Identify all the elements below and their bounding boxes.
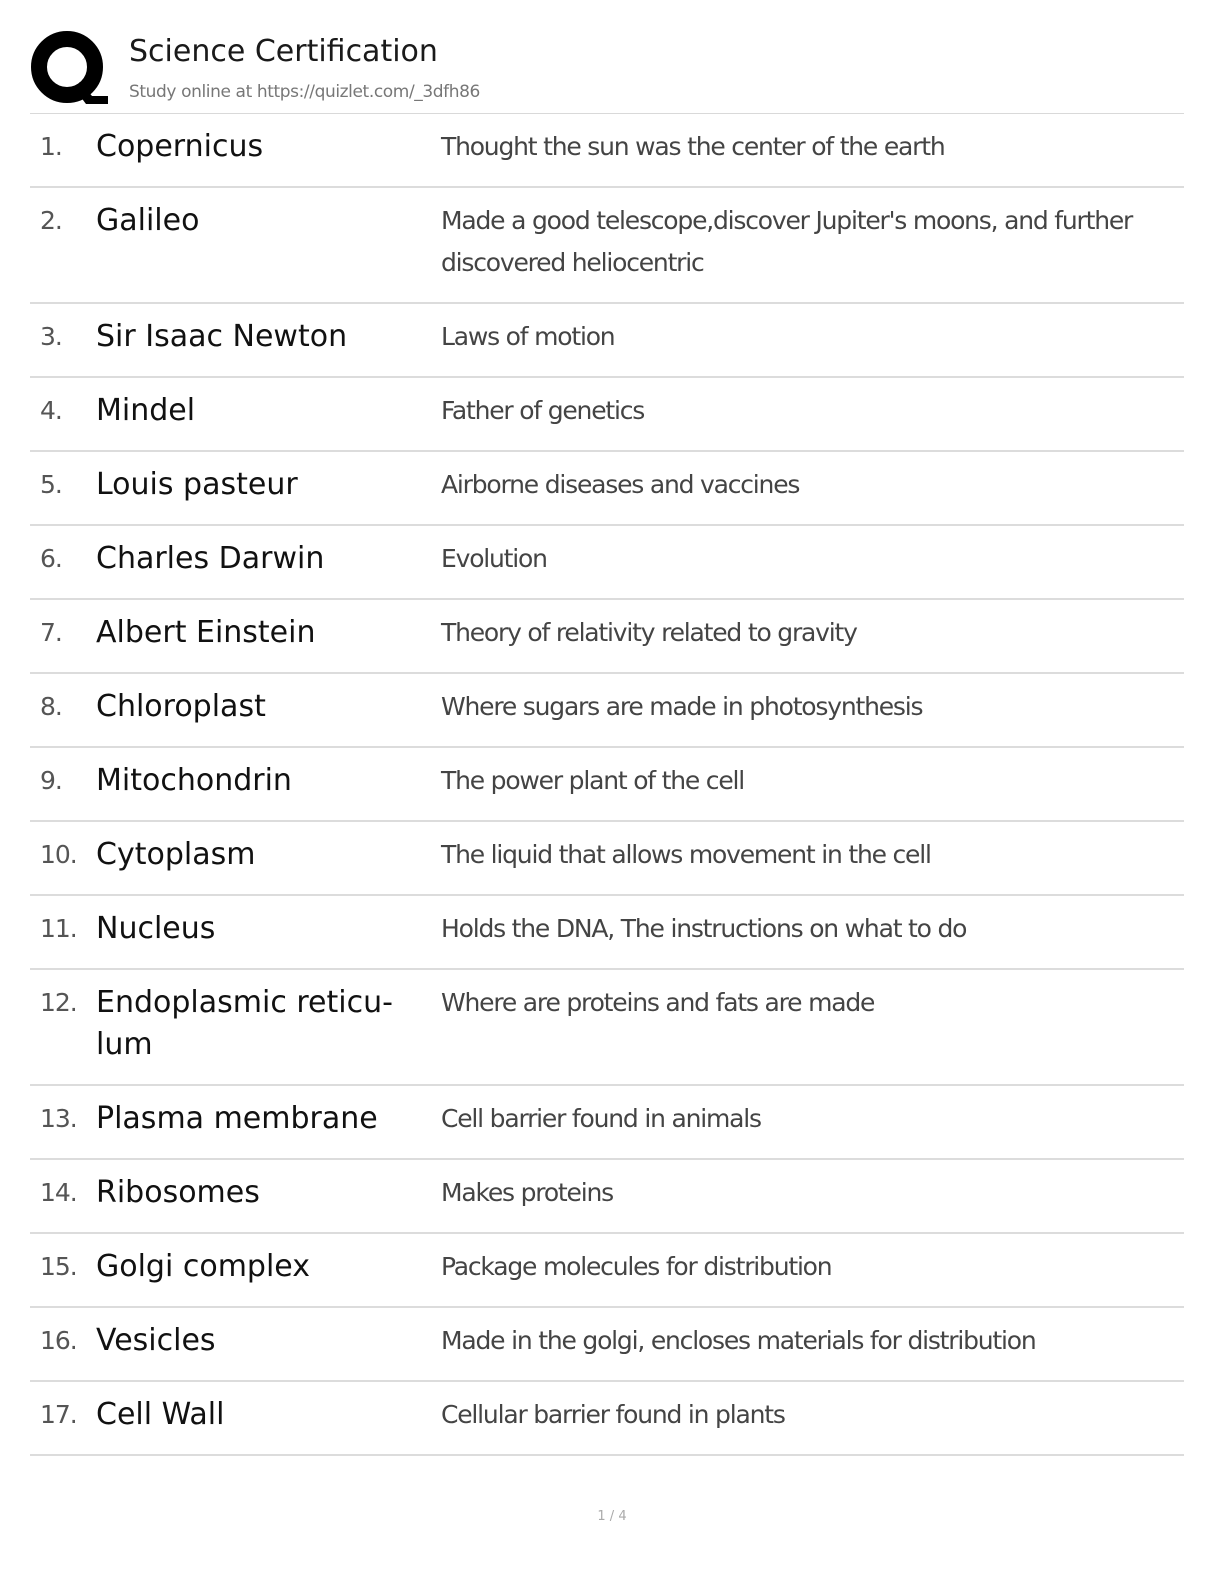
term-number: 11. (40, 914, 77, 943)
terms-list (30, 114, 1184, 1456)
term-number: 7. (40, 618, 62, 647)
term-number: 13. (40, 1104, 77, 1133)
term-word: Nucleus (96, 911, 216, 946)
term-number: 9. (40, 766, 62, 795)
term-definition: Made a good telescope,discover Jupiter's moons, and further discovered heliocentric (441, 206, 1133, 277)
term-number: 8. (40, 692, 62, 721)
term-word: Vesicles (96, 1323, 216, 1358)
term-row (30, 822, 1184, 896)
term-row (30, 1086, 1184, 1160)
term-row (30, 1234, 1184, 1308)
term-word: Golgi complex (96, 1249, 310, 1284)
term-word: Endoplasmic reticu-lum (96, 985, 393, 1062)
term-definition: Cell barrier found in animals (441, 1104, 761, 1133)
term-word: Mindel (96, 393, 196, 428)
term-definition: Evolution (441, 544, 547, 573)
term-definition: The liquid that allows movement in the cell (441, 840, 931, 869)
term-row (30, 304, 1184, 378)
term-row (30, 970, 1184, 1086)
term-number: 10. (40, 840, 77, 869)
term-definition: Father of genetics (441, 396, 645, 425)
term-definition: Where sugars are made in photosynthesis (441, 692, 923, 721)
study-online-link[interactable]: Study online at https://quizlet.com/_3dfh86 (129, 82, 480, 102)
term-definition: Airborne diseases and vaccines (441, 470, 800, 499)
term-row (30, 378, 1184, 452)
term-word: Louis pasteur (96, 467, 298, 502)
term-number: 3. (40, 322, 62, 351)
term-number: 16. (40, 1326, 77, 1355)
term-definition: Thought the sun was the center of the earth (441, 132, 945, 161)
term-row (30, 674, 1184, 748)
term-word: Cytoplasm (96, 837, 256, 872)
term-number: 6. (40, 544, 62, 573)
term-definition: Makes proteins (441, 1178, 613, 1207)
term-word: Ribosomes (96, 1175, 260, 1210)
term-number: 14. (40, 1178, 77, 1207)
term-word: Albert Einstein (96, 615, 316, 650)
term-word: Mitochondrin (96, 763, 292, 798)
term-number: 17. (40, 1400, 77, 1429)
term-definition: Laws of motion (441, 322, 615, 351)
page-indicator: 1 / 4 (597, 1509, 627, 1524)
term-definition: Package molecules for distribution (441, 1252, 832, 1281)
page-header (30, 28, 1184, 114)
term-row (30, 1160, 1184, 1234)
term-row (30, 526, 1184, 600)
term-word: Cell Wall (96, 1397, 225, 1432)
term-definition: The power plant of the cell (441, 766, 745, 795)
term-number: 2. (40, 206, 62, 235)
term-word: Plasma membrane (96, 1101, 378, 1136)
term-number: 5. (40, 470, 62, 499)
term-row (30, 896, 1184, 970)
term-definition: Made in the golgi, encloses materials for distribution (441, 1326, 1036, 1355)
page-title: Science Certification (129, 34, 438, 69)
term-row (30, 114, 1184, 188)
term-definition: Theory of relativity related to gravity (441, 618, 857, 647)
term-word: Copernicus (96, 129, 264, 164)
term-word: Galileo (96, 203, 200, 238)
term-definition: Where are proteins and fats are made (441, 988, 875, 1017)
term-number: 1. (40, 132, 62, 161)
term-row (30, 188, 1184, 304)
term-word: Sir Isaac Newton (96, 319, 348, 354)
term-row (30, 1308, 1184, 1382)
term-number: 15. (40, 1252, 77, 1281)
term-row (30, 452, 1184, 526)
term-row (30, 1382, 1184, 1456)
term-row (30, 748, 1184, 822)
quizlet-q-logo-icon (30, 30, 110, 110)
term-row (30, 600, 1184, 674)
term-number: 4. (40, 396, 62, 425)
quizlet-logo-icon (30, 30, 110, 110)
term-word: Chloroplast (96, 689, 266, 724)
term-definition: Holds the DNA, The instructions on what to do (441, 914, 967, 943)
term-word: Charles Darwin (96, 541, 325, 576)
term-number: 12. (40, 988, 77, 1017)
term-definition: Cellular barrier found in plants (441, 1400, 785, 1429)
